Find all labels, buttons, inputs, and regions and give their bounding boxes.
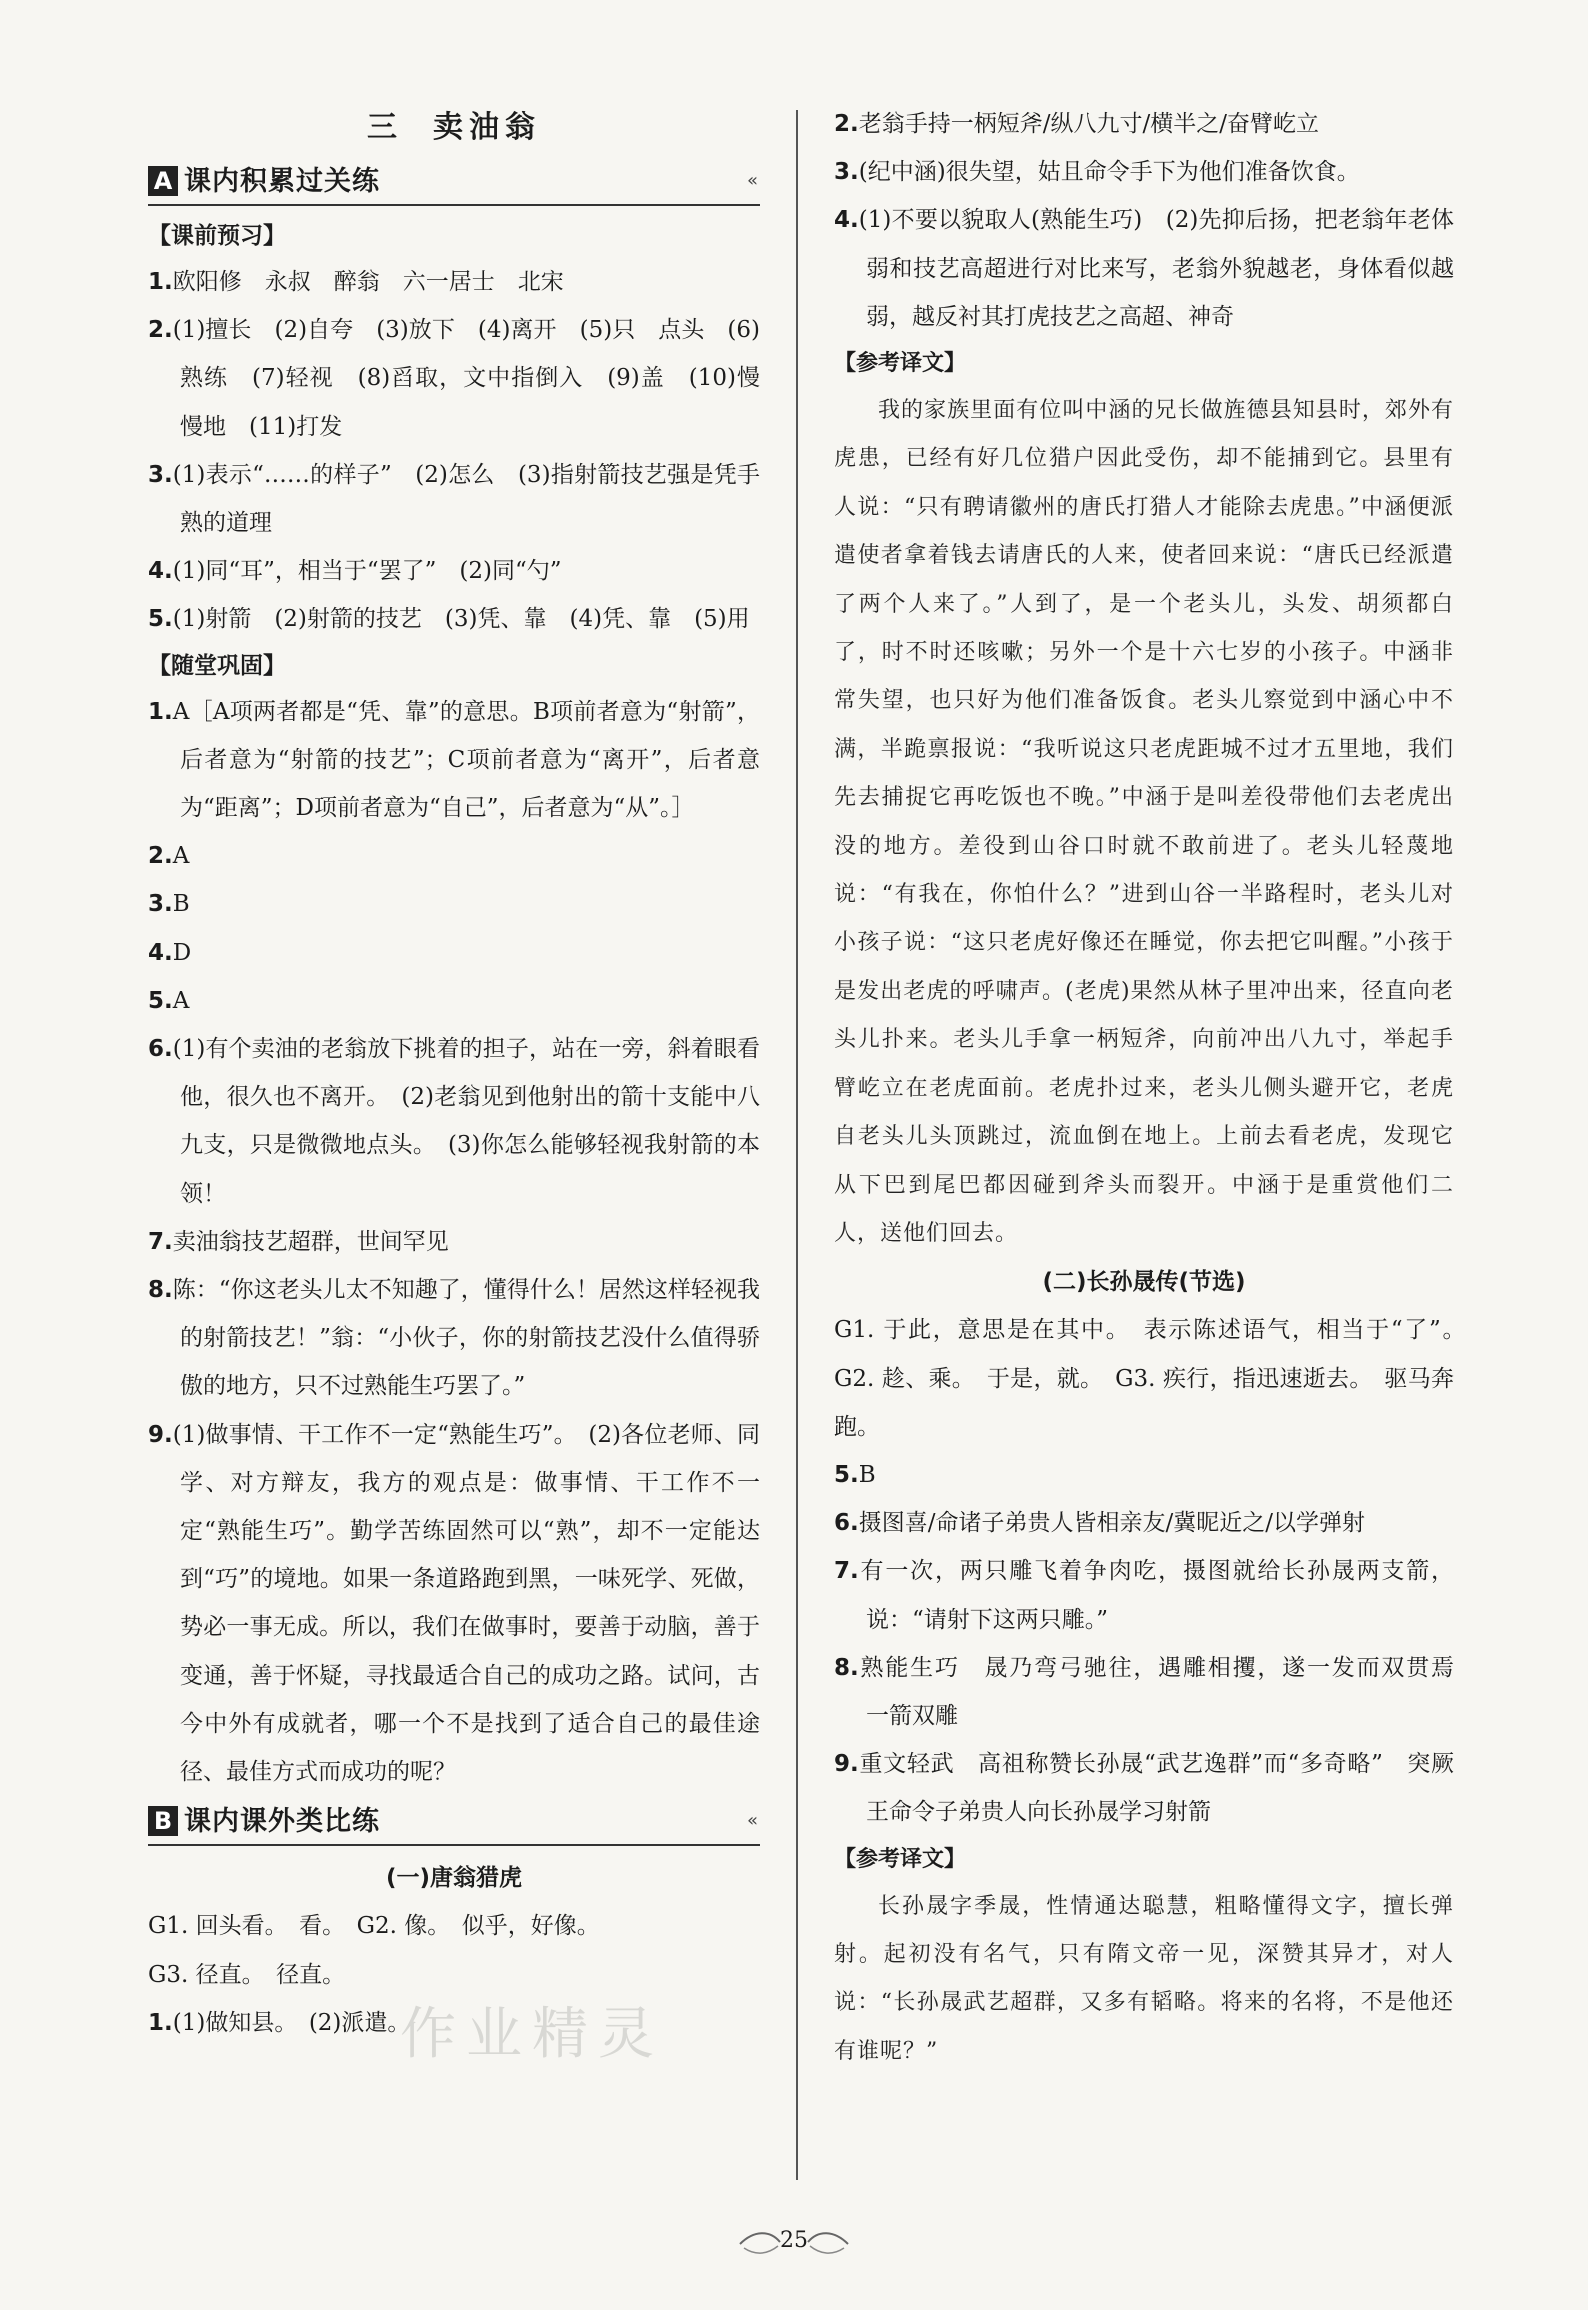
column-divider — [796, 110, 798, 2180]
reference-translation-heading: 【参考译文】 — [834, 1846, 967, 1872]
page-number: 25 — [780, 2228, 808, 2253]
list-item: 1.(1)做知县。 (2)派遣。 — [148, 2009, 411, 2036]
practice-heading: 【随堂巩固】 — [148, 652, 286, 679]
passage-1-title: (一)唐翁猎虎 — [385, 1865, 523, 1892]
left-column — [148, 100, 760, 2047]
list-item: 5.(1)射箭 (2)射箭的技艺 (3)凭、靠 (4)凭、靠 (5)用 — [148, 606, 750, 633]
page-number-ornament — [734, 2222, 854, 2262]
list-item: 8.熟能生巧 晟乃弯弓驰往，遇雕相攫，遂一发而双贯焉 一箭双雕 — [834, 1654, 1477, 1729]
page-title — [148, 100, 760, 156]
section-a-label: 课内积累过关练 — [184, 166, 380, 197]
list-item: 3.(1)表示“……的样子” (2)怎么 (3)指射箭技艺强是凭手熟的道理 — [148, 461, 760, 537]
list-item: 1.欧阳修 永叔 醉翁 六一居士 北宋 — [148, 269, 564, 295]
list-item: 6.(1)有个卖油的老翁放下挑着的担子，站在一旁，斜着眼看他，很久也不离开。 (2)老翁见到他射出的箭十支能中八九支，只是微微地点头。 (3)你怎么能够轻视我射箭的本领！ — [148, 1036, 760, 1207]
section-a-bar — [148, 160, 760, 206]
reference-translation-heading: 【参考译文】 — [834, 351, 967, 377]
list-item: 2.老翁手持一柄短斧/纵八九寸/横半之/奋臂屹立 — [834, 111, 1319, 137]
list-item: 5.B — [834, 1461, 876, 1488]
reference-translation-text: 我的家族里面有位叫中涵的兄长做旌德县知县时，郊外有虎患，已经有好几位猎户因此受伤，却不能捕到它。县里有人说：“只有聘请徽州的唐氏打猎人才能除去虎患。”中涵便派遣使者拿着钱去请唐氏的人来，使者回来说：“唐氏已经派遣了两个人来了。”人到了，是一个老头儿，头发、胡须都白了，时不时还咳嗽；另外一个是十六七岁的小孩子。中涵非常失望，也只好为他们准备饭食。老头儿察觉到中涵心中不满，半跪禀报说：“我听说这只老虎距城不过才五里地，我们先去捕捉它再吃饭也不晚。”中涵于是叫差役带他们去老虎出没的地方。差役到山谷口时就不敢前进了。老头儿轻蔑地说：“有我在，你怕什么？”进到山谷一半路程时，老头儿对小孩子说：“这只老虎好像还在睡觉，你去把它叫醒。”小孩于是发出老虎的呼啸声。(老虎)果然从林子里冲出来，径直向老头儿扑来。老头儿手拿一柄短斧，向前冲出八九寸，举起手臂屹立在老虎面前。老虎扑过来，老头儿侧头避开它，老虎自老头儿头顶跳过，流血倒在地上。上前去看老虎，发现它从下巴到尾巴都因碰到斧头而裂开。中涵于是重赏他们二人，送他们回去。 — [834, 398, 1454, 1246]
double-chevron-icon: « — [746, 170, 758, 191]
passage-2-title: (二)长孙晟传(节选) — [1042, 1269, 1246, 1296]
list-item: 9.重文轻武 高祖称赞长孙晟“武艺逸群”而“多奇略” 突厥王命令子弟贵人向长孙晟学习射箭 — [834, 1751, 1454, 1826]
double-chevron-icon: « — [746, 1810, 758, 1832]
list-item: 8.陈：“你这老头儿太不知趣了，懂得什么！居然这样轻视我的射箭技艺！”翁：“小伙子，你的射箭技艺没什么值得骄傲的地方，只不过熟能生巧罢了。” — [148, 1277, 760, 1400]
list-item: 7.有一次，两只雕飞着争肉吃，摄图就给长孙晟两支箭，说：“请射下这两只雕。” — [834, 1558, 1454, 1633]
list-item: 9.(1)做事情、干工作不一定“熟能生巧”。 (2)各位老师、同学、对方辩友，我方的观点是：做事情、干工作不一定“熟能生巧”。勤学苦练固然可以“熟”，却不一定能达到“巧”的境地。如果一条道路跑到黑，一味死学、死做，势必一事无成。所以，我们在做事时，要善于动脑，善于变通，善于怀疑，寻找最适合自己的成功之路。试问，古今中外有成就者，哪一个不是找到了适合自己的最佳途径、最佳方式而成功的呢？ — [148, 1421, 760, 1786]
list-item: 4.(1)不要以貌取人(熟能生巧) (2)先抑后扬，把老翁年老体弱和技艺高超进行对比来写，老翁外貌越老，身体看似越弱，越反衬其打虎技艺之高超、神奇 — [834, 207, 1454, 330]
list-item: 4.D — [148, 939, 192, 966]
list-item: 2.(1)擅长 (2)自夸 (3)放下 (4)离开 (5)只 点头 (6)熟练 (7)轻视 (8)舀取，文中指倒入 (9)盖 (10)慢慢地 (11)打发 — [148, 317, 760, 440]
list-item: 3.(纪中涵)很失望，姑且命令手下为他们准备饮食。 — [834, 159, 1360, 186]
section-b-badge: B — [148, 1806, 178, 1836]
list-item: 6.摄图喜/命诸子弟贵人皆相亲友/冀昵近之/以学弹射 — [834, 1510, 1365, 1537]
section-a-badge: A — [148, 166, 178, 196]
list-item: 3.B — [148, 891, 190, 918]
lesson-number: 三 — [367, 110, 403, 145]
section-b-label: 课内课外类比练 — [184, 1806, 380, 1838]
list-item: 4.(1)同“耳”，相当于“罢了” (2)同“勺” — [148, 558, 562, 585]
watermark: 作业精灵 — [400, 2002, 664, 2067]
list-item: 7.卖油翁技艺超群，世间罕见 — [148, 1228, 449, 1255]
reference-translation-text: 长孙晟字季晟，性情通达聪慧，粗略懂得文字，擅长弹射。起初没有名气，只有隋文帝一见，深赞其异才，对人说：“长孙晟武艺超群，又多有韬略。将来的名将，不是他还有谁呢？” — [834, 1893, 1454, 2064]
lesson-title: 卖油翁 — [433, 110, 541, 145]
list-item: 2.A — [148, 843, 190, 870]
page-footer — [0, 2222, 1588, 2266]
preview-heading: 【课前预习】 — [148, 223, 286, 249]
gloss-line: G1. 回头看。 看。 G2. 像。 似乎，好像。 — [148, 1913, 600, 1940]
list-item: 5.A — [148, 987, 190, 1014]
gloss-line: G3. 径直。 径直。 — [148, 1961, 346, 1988]
gloss-line: G1. 于此，意思是在其中。 表示陈述语气，相当于“了”。 G2. 趁、乘。 于是，就。 G3. 疾行，指迅速逝去。 驱马奔跑。 — [834, 1317, 1477, 1440]
right-column — [834, 100, 1477, 2076]
section-b-bar — [148, 1800, 760, 1846]
list-item: 1.A［A项两者都是“凭、靠”的意思。B项前者意为“射箭”，后者意为“射箭的技艺”；C项前者意为“离开”，后者意为“距离”；D项前者意为“自己”，后者意为“从”。］ — [148, 698, 760, 822]
